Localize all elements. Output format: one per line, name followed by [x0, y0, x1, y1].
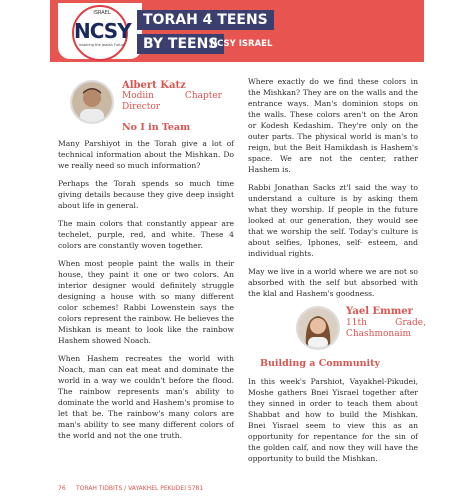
article-paragraph: Rabbi Jonathan Sacks zt'l said the way to understand a culture is by asking them what they worship. If people in the future looked at our generation, they would see that we worship the self. Today's culture is about selfies, Iphones, self- esteem, and individual rights. — [248, 183, 418, 258]
logo-israel-label: ISRAEL — [93, 10, 111, 16]
footer-text: TORAH TIDBITS / VAYAKHEL PEKUDEI 5781 — [76, 485, 204, 492]
author-name: Albert Katz — [122, 80, 186, 91]
page-number: 76 — [58, 485, 66, 492]
ncsy-logo-circle — [72, 5, 131, 61]
right-column — [248, 76, 426, 471]
author-role: 11th Grade, Chashmonaim — [346, 318, 426, 339]
article-title: Building a Community — [260, 358, 381, 369]
author-name: Yael Emmer — [346, 306, 413, 317]
article-title: No I in Team — [122, 122, 191, 133]
page-header — [50, 0, 424, 62]
article-paragraph: Where exactly do we find these colors in the Mishkan? They are on the walls and the entrance ways. Man's dominion stops on the walls. These colors aren't on the Aron or Kodesh Kedashim. They're only on the outer parts. The physical world is man's to reign, but the Beit Hamikdash is Hashem's space. We are not the center, rather Hashem is. — [248, 77, 418, 174]
author-block-yael — [248, 306, 426, 376]
ncsy-logo — [58, 3, 142, 59]
author-block-albert — [58, 76, 234, 138]
article-paragraph: When most people paint the walls in their house, they paint it one or two colors. An interior designer would definitely struggle designing a house with so many different color schemes! Rabbi Lowenstein says the colors represent the rainbow. He believes the Mishkan is meant to look like the rainbow Hashem showed Noach. — [58, 259, 234, 345]
article-paragraph: Perhaps the Torah spends so much time giving details because they give deep insight about life in general. — [58, 179, 234, 210]
author-photo-albert — [70, 80, 114, 124]
page-footer — [50, 482, 424, 494]
article-paragraph: Many Parshiyot in the Torah give a lot of technical information about the Mishkan. Do we really need so much information? — [58, 139, 234, 170]
section-subtitle: NCSY ISRAEL — [210, 39, 273, 49]
logo-text: NCSY — [74, 19, 131, 43]
magazine-page — [50, 0, 424, 500]
article-paragraph: The main colors that constantly appear are techelet, purple, red, and white. These 4 colors are constantly woven together. — [58, 219, 234, 250]
author-role: Modiin Chapter Director — [122, 91, 222, 112]
article-paragraph: May we live in a world where we are not so absorbed with the self but absorbed with the klal and Hashem's goodness. — [248, 267, 418, 298]
section-title-line2: BY TEENS — [137, 34, 224, 54]
left-column — [58, 76, 234, 448]
section-title-line1: TORAH 4 TEENS — [137, 10, 274, 30]
logo-tagline: inspiring the Jewish Future — [78, 43, 126, 47]
article-paragraph: In this week's Parshiot, Vayakhel-Pikudei, Moshe gathers Bnei Yisrael together after they sinned in order to teach them about Shabbat and how to build the Mishkan. Bnei Yisrael seem to view this as an opportunity for repentance for the sin of the golden calf, and now they will have the opportunity to build the Mishkan. — [248, 377, 418, 463]
author-photo-yael — [296, 306, 340, 350]
article-paragraph: When Hashem recreates the world with Noach, man can eat meat and dominate the world in a way we couldn't before the flood. The rainbow represents man's ability to dominate the world and Hashem's promise to let that be. The rainbow's many colors are man's ability to see many different colors of the world and not the one truth. — [58, 354, 234, 440]
